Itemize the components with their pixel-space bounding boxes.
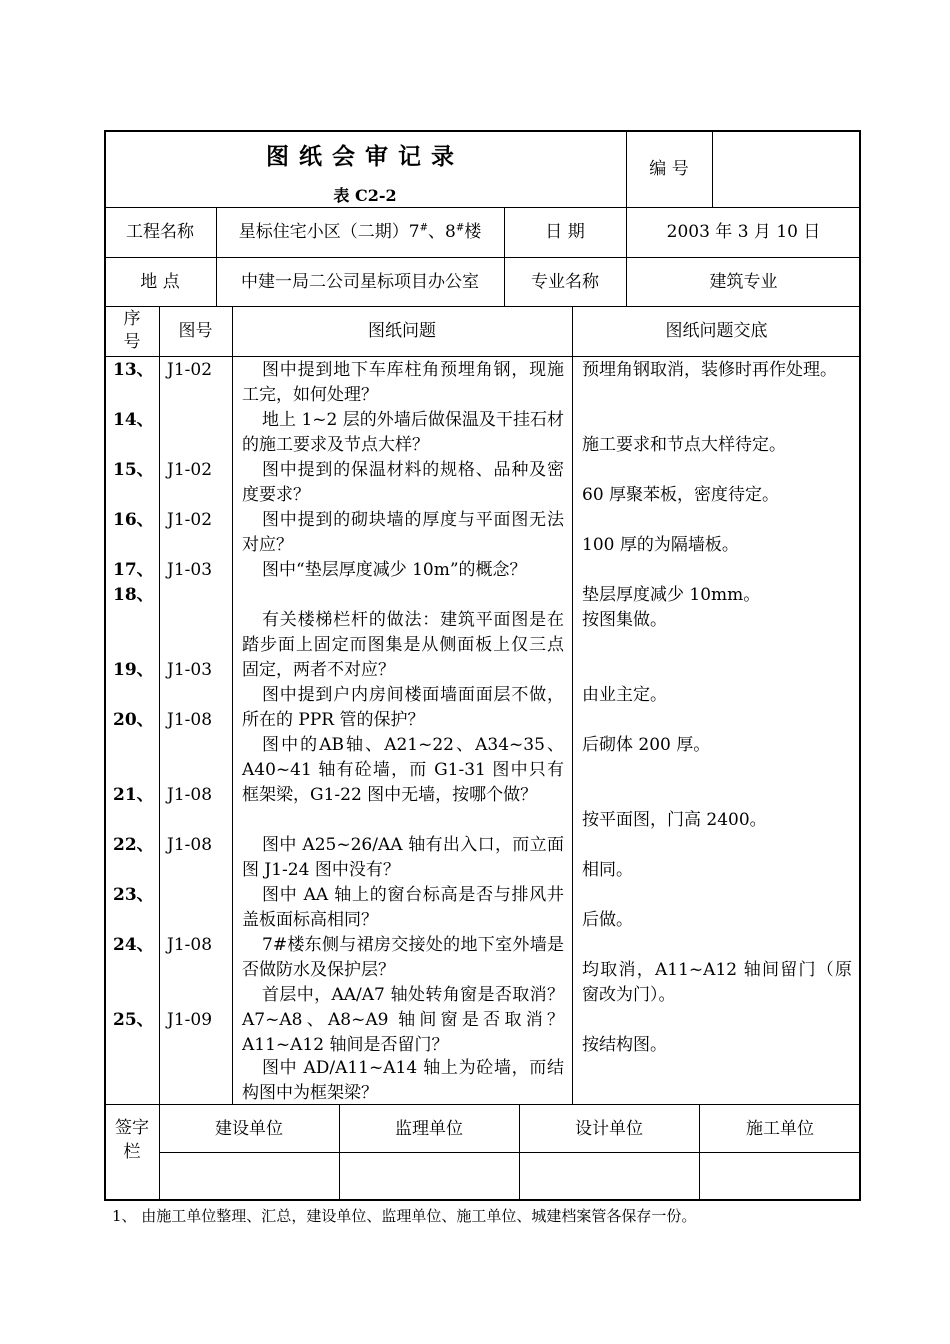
row-question: 图中提到地下车库柱角预埋角钢，现施工完，如何处理？ xyxy=(242,360,564,405)
row-num: 24、 xyxy=(113,935,154,955)
row-fig: J1-08 xyxy=(167,935,213,955)
rule-v-header-2 xyxy=(712,130,713,208)
row-question: 图中提到户内房间楼面墙面面层不做，所在的 PPR 管的保护？ xyxy=(242,685,564,730)
project-name: 星标住宅小区（二期）7#、8#楼 xyxy=(238,222,482,242)
row-answer: 按图集做。 xyxy=(582,610,667,630)
row-answer: 后做。 xyxy=(582,910,633,930)
sig-supervisor: 监理单位 xyxy=(395,1119,463,1139)
row-num: 23、 xyxy=(113,885,154,905)
row-fig: J1-02 xyxy=(167,510,213,530)
rule-v-question xyxy=(572,306,573,1104)
rule-v-seq xyxy=(159,306,160,1104)
sig-designer: 设计单位 xyxy=(575,1119,643,1139)
number-label: 编 号 xyxy=(649,159,689,179)
row-answer: 100 厚的为隔墙板。 xyxy=(582,535,739,555)
col-seq-header: 序号 xyxy=(123,309,141,352)
rule-v-fig xyxy=(232,306,233,1104)
row-question: 图中的AB轴、A21~22、A34~35、A40~41 轴有砼墙，而 G1-31 图中只有框架梁，G1-22 图中无墙，按哪个做？ xyxy=(242,735,564,805)
row-question: 图中提到的保温材料的规格、品种及密度要求？ xyxy=(242,460,564,505)
location-value: 中建一局二公司星标项目办公室 xyxy=(241,272,479,292)
form-title: 图纸会审记录 xyxy=(266,143,464,170)
row-fig: J1-08 xyxy=(167,835,213,855)
row-answer: 垫层厚度减少 10mm。 xyxy=(582,585,761,605)
row-num: 14、 xyxy=(113,410,154,430)
rule-location xyxy=(104,306,861,307)
row-num: 22、 xyxy=(113,835,154,855)
row-num: 15、 xyxy=(113,460,154,480)
row-fig: J1-08 xyxy=(167,710,213,730)
row-answer: 预埋角钢取消，装修时再作处理。 xyxy=(582,360,837,380)
footnote: 1、 由施工单位整理、汇总，建设单位、监理单位、施工单位、城建档案管各保存一份。 xyxy=(112,1207,697,1225)
signature-label: 签字栏 xyxy=(115,1118,149,1162)
row-num: 16、 xyxy=(113,510,154,530)
row-question: 图中提到的砌块墙的厚度与平面图无法对应？ xyxy=(242,510,564,555)
row-num: 21、 xyxy=(113,785,154,805)
row-answer: 按平面图，门高 2400。 xyxy=(582,810,767,830)
row-fig: J1-02 xyxy=(167,460,213,480)
project-label: 工程名称 xyxy=(126,222,194,242)
date-value: 2003 年 3 月 10 日 xyxy=(666,222,821,242)
location-label: 地 点 xyxy=(140,272,180,292)
row-answer: 相同。 xyxy=(582,860,633,880)
col-answer-header: 图纸问题交底 xyxy=(665,321,768,341)
row-answer: 后砌体 200 厚。 xyxy=(582,735,711,755)
row-answer: 均取消，A11~A12 轴间留门（原窗改为门）。 xyxy=(582,960,852,1005)
row-num: 13、 xyxy=(113,360,154,380)
row-num: 18、 xyxy=(113,585,154,605)
rule-signature xyxy=(159,1152,861,1153)
col-question-header: 图纸问题 xyxy=(368,321,436,341)
row-question: 地上 1~2 层的外墙后做保温及干挂石材的施工要求及节点大样？ xyxy=(242,410,564,455)
row-question: 首层中，AA/A7 轴处转角窗是否取消？A7~A8、A8~A9 轴间窗是否取消？A11~A12 轴间是否留门？ xyxy=(242,985,564,1055)
row-question: 有关楼梯栏杆的做法：建筑平面图是在踏步面上固定而图集是从侧面板上仅三点固定，两者不对应？ xyxy=(242,610,564,680)
row-fig: J1-02 xyxy=(167,360,213,380)
row-answer: 由业主定。 xyxy=(582,685,667,705)
row-answer: 60 厚聚苯板，密度待定。 xyxy=(582,485,780,505)
row-answer: 按结构图。 xyxy=(582,1035,667,1055)
rule-columns xyxy=(104,356,861,357)
rule-project xyxy=(104,257,861,258)
row-question: 图中“垫层厚度减少 10m”的概念？ xyxy=(262,560,527,580)
row-fig: J1-09 xyxy=(167,1010,213,1030)
form-number: 表 C2-2 xyxy=(333,186,397,205)
col-fig-header: 图号 xyxy=(178,321,213,341)
row-num: 20、 xyxy=(113,710,154,730)
row-question: 图中 AA 轴上的窗台标高是否与排风井盖板面标高相同？ xyxy=(242,885,564,930)
row-fig: J1-03 xyxy=(167,560,213,580)
sig-client: 建设单位 xyxy=(215,1119,283,1139)
row-fig: J1-03 xyxy=(167,660,213,680)
row-fig: J1-08 xyxy=(167,785,213,805)
row-question: 图中 A25~26/AA 轴有出入口，而立面图 J1-24 图中没有？ xyxy=(242,835,564,880)
row-num: 19、 xyxy=(113,660,154,680)
row-question: 图中 AD/A11~A14 轴上为砼墙，而结构图中为框架梁？ xyxy=(242,1058,564,1103)
specialty-value: 建筑专业 xyxy=(709,272,778,292)
date-label: 日 期 xyxy=(545,222,585,242)
sig-contractor: 施工单位 xyxy=(746,1119,814,1139)
row-question: 7#楼东侧与裙房交接处的地下室外墙是否做防水及保护层？ xyxy=(242,935,564,980)
specialty-label: 专业名称 xyxy=(531,272,599,292)
row-num: 17、 xyxy=(113,560,154,580)
row-num: 25、 xyxy=(113,1010,154,1030)
row-answer: 施工要求和节点大样待定。 xyxy=(582,435,786,455)
